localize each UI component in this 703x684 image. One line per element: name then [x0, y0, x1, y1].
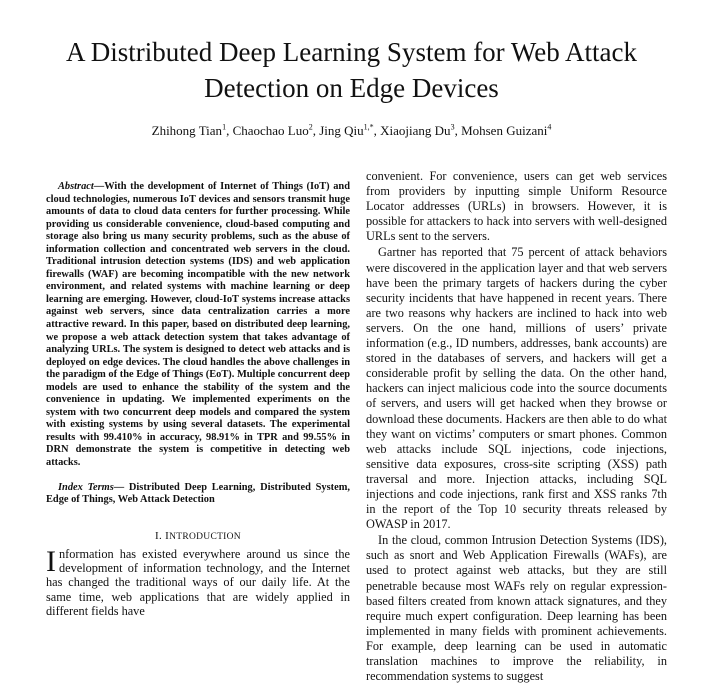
- abstract-label: Abstract: [58, 181, 94, 192]
- affiliation-marker: 3: [450, 122, 455, 132]
- body-paragraph: Gartner has reported that 75 percent of attack behaviors were discovered in the application layer and that web servers have been the primary targets of hackers during the cyber security incidents that have happened in recent years. There are two reasons why hackers are inclined to hack into web servers. On the one hand, millions of users’ private information (e.g., ID numbers, addresses, bank accounts) are stored in the databases of servers, and hackers will get a considerable profit by selling the data. On the other hand, hackers can inject malicious code into the source documents of servers, and users will get hacked when they browse or download these documents. Hackers are then able to do what they want on victims’ computers or smart phones. Common web attacks include SQL injections, code injections, sensitive data exposures, cross-site scripting (XSS) path traversal and more. Injection attacks, including SQL injections and code injections, rank first and XSS ranks 7th in the report of the Top 10 security threats released by OWASP in 2017.: [366, 245, 667, 532]
- affiliation-marker: 1,*: [363, 122, 374, 132]
- author: Chaochao Luo$^2$,: [232, 122, 320, 138]
- abstract: [46, 181, 350, 470]
- author: Zhihong Tian$^1$,: [151, 122, 233, 138]
- body-paragraph: In the cloud, common Intrusion Detection Systems (IDS), such as snort and Web Application Firewalls (WAFs), are used to protect against web attacks, but they are still penetrable because most WAFs rely on regular expression-based filters created from known attack signatures, and they require much expert configuration. Deep learning has been implemented in many fields with prominent achievements. For example, deep learning can be used in automatic translation machines to improve the reliability, in recommendation systems to suggest: [366, 533, 667, 684]
- section-heading-introduction: I. INTRODUCTION: [155, 529, 241, 542]
- index-terms: [46, 482, 350, 507]
- author: Jing Qiu$^{1,*}$,: [319, 122, 381, 138]
- introduction-text: nformation has existed everywhere around us since the development of information technology, and the Internet has changed the traditional ways of our daily life. At the same time, web applications that are widely applied in different fields have: [46, 546, 350, 618]
- introduction-paragraph: [46, 544, 350, 618]
- affiliation-marker: 1: [222, 122, 227, 132]
- index-terms-label: Index Terms: [58, 481, 114, 493]
- paper-title: A Distributed Deep Learning System for Web Attack Detection on Edge Devices: [66, 37, 637, 103]
- right-column: [366, 169, 667, 684]
- affiliation-marker: 2: [308, 122, 313, 132]
- abstract-text: —With the development of Internet of Things (IoT) and cloud technologies, numerous IoT devices and sensors transmit huge amounts of data to cloud data centers for further processing. While providing us considerable convenience, cloud-based computing and storage also bring us many security problems, such as the abuse of information collection and concentrated web servers in the cloud. Traditional intrusion detection systems (IDS) and web application firewalls (WAF) are becoming incompatible with the new network environment, and related systems with machine learning or deep learning are emerging. However, cloud-IoT systems increase attacks against web servers, since data centralization carries a more attractive reward. In this paper, based on distributed deep learning, we propose a web attack detection system that takes advantage of analyzing URLs. The system is designed to detect web attacks and is deployed on edge devices. The cloud handles the above challenges in the paradigm of the Edge of Things (EoT). Multiple concurrent deep models are used to enhance the stability of the system and the convenience in updating. We implemented experiments on the system with two concurrent deep models and compared the system with existing systems by using several datasets. The experimental results with 99.410% in accuracy, 98.91% in TPR and 99.55% in DRN demonstrate the system is competitive in detecting web attacks.: [46, 181, 350, 469]
- body-paragraph: convenient. For convenience, users can get web services from providers by inputting simple Uniform Resource Locator addresses (URLs) in browsers. However, it is possible for attackers to hack into servers with well-designed URLs sent to the servers.: [366, 169, 667, 244]
- author-list: [40, 123, 663, 139]
- index-terms-text: — Distributed Deep Learning, Distributed System, Edge of Things, Web Attack Detection: [46, 481, 350, 506]
- author: Mohsen Guizani$^4$: [461, 122, 552, 138]
- drop-cap: I: [46, 544, 56, 578]
- author: Xiaojiang Du$^3$,: [380, 122, 462, 138]
- affiliation-marker: 4: [547, 122, 552, 132]
- left-column: [46, 181, 350, 618]
